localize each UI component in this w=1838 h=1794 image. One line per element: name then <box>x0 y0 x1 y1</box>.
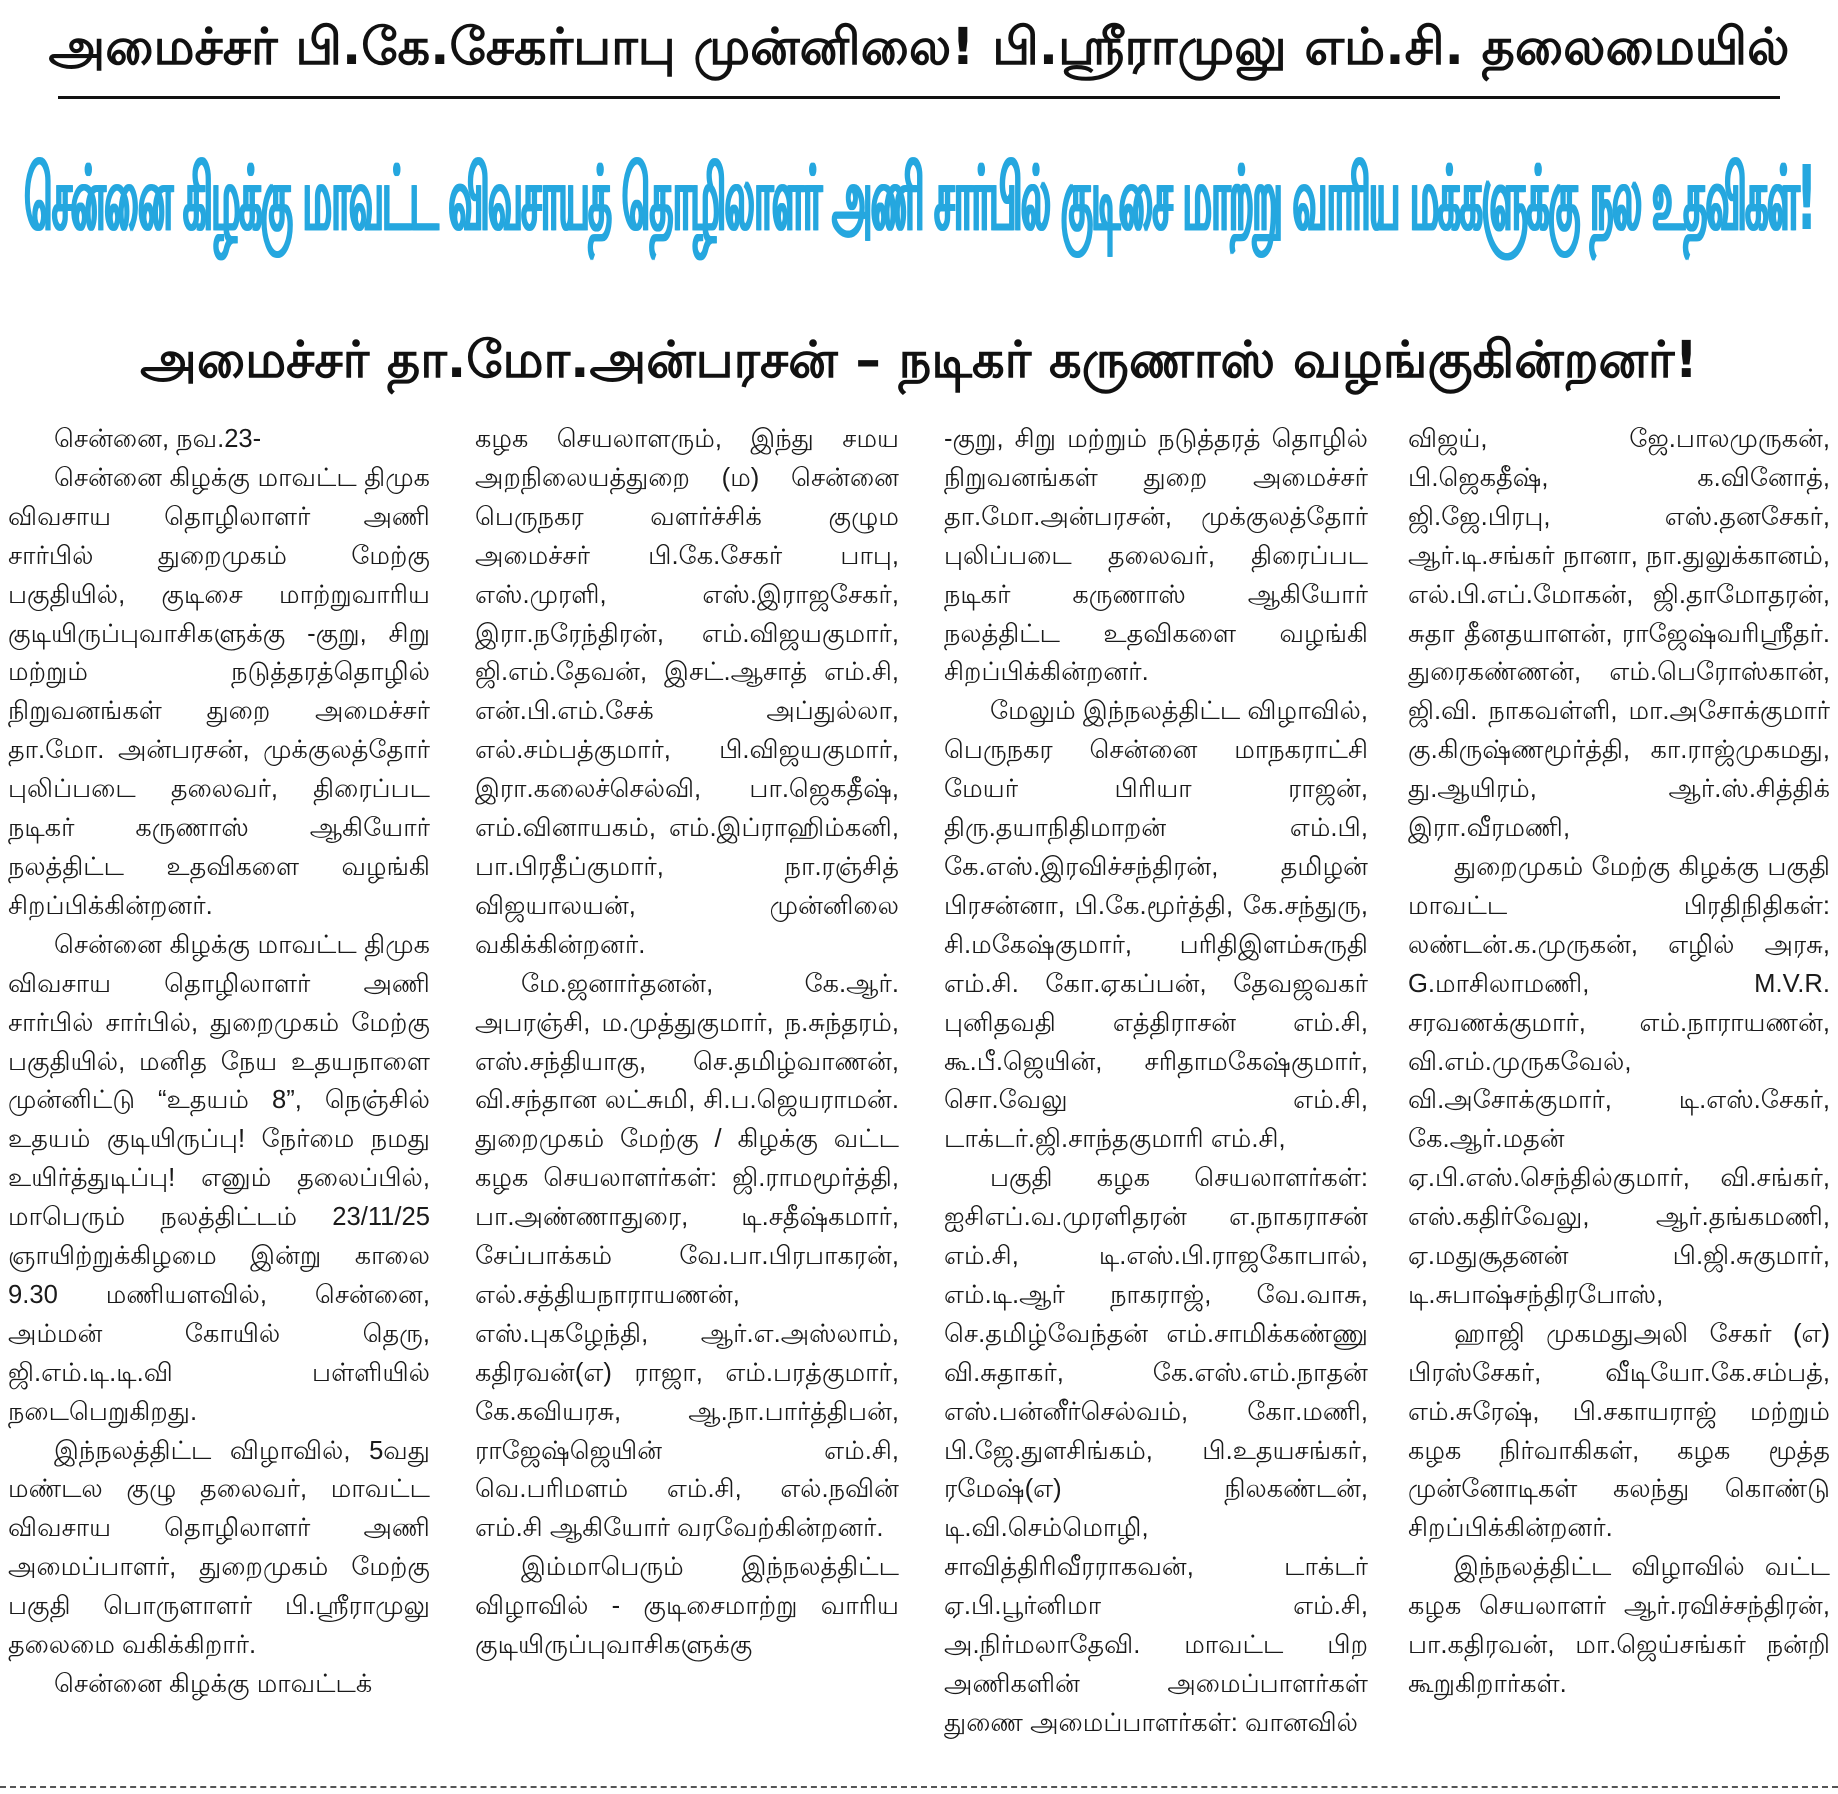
headline-divider <box>58 96 1780 99</box>
paragraph: மே.ஜனார்தனன், கே.ஆர். அபரஞ்சி, ம.முத்துகுமார், ந.சுந்தரம், எஸ்.சந்தியாகு, செ.தமிழ்வாணன், வி.சந்தான லட்சுமி, சி.ப.ஜெயராமன். துறைமுகம் மேற்கு / கிழக்கு வட்ட கழக செயலாளர்கள்: ஜி.ராமமூர்த்தி, பா.அண்ணாதுரை, டி.சதீஷ்கமார், சேப்பாக்கம் வே.பா.பிரபாகரன், எல்.சத்தியநாராயணன், எஸ்.புகழேந்தி, ஆர்.எ.அஸ்லாம், கதிரவன்(எ) ராஜா, எம்.பரத்குமார், கே.கவியரசு, ஆ.நா.பார்த்திபன், ராஜேஷ்ஜெயின் எம்.சி, வெ.பரிமளம் எம்.சி, எல்.நவின் எம்.சி ஆகியோர் வரவேற்கின்றனர். <box>475 969 899 1543</box>
paragraph: துறைமுகம் மேற்கு கிழக்கு பகுதி மாவட்ட பிரதிநிதிகள்: லண்டன்.க.முருகன், எழில் அரசு, G.மாசிலாமணி, M.V.R. சரவணக்குமார், எம்.நாராயணன், வி.எம்.முருகவேல், வி.அசோக்குமார், டி.எஸ்.சேகர், கே.ஆர்.மதன் ஏ.பி.எஸ்.செந்தில்குமார், வி.சங்கர், எஸ்.கதிர்வேலு, ஆர்.தங்கமணி, ஏ.மதுசூதனன் பி.ஜி.சுகுமார், டி.சுபாஷ்சந்திரபோஸ், <box>1408 852 1830 1309</box>
column-3 <box>944 420 1368 1772</box>
headline-sub: அமைச்சர் தா.மோ.அன்பரசன் – நடிகர் கருணாஸ் வழங்குகின்றனர்! <box>140 330 1698 390</box>
column-4 <box>1408 420 1830 1772</box>
paragraph: மேலும் இந்நலத்திட்ட விழாவில், பெருநகர சென்னை மாநகராட்சி மேயர் பிரியா ராஜன், திரு.தயாநிதிமாறன் எம்.பி, கே.எஸ்.இரவிச்சந்திரன், தமிழன் பிரசன்னா, பி.கே.மூர்த்தி, கே.சந்துரு, சி.மகேஷ்குமார், பரிதிஇளம்சுருதி எம்.சி. கோ.ஏகப்பன், தேவஜவகர் புனிதவதி எத்திராசன் எம்.சி, கூ.பீ.ஜெயின், சரிதாமகேஷ்குமார், சொ.வேலு எம்.சி, டாக்டர்.ஜி.சாந்தகுமாரி எம்.சி, <box>944 697 1368 1154</box>
bottom-cut-line <box>0 1786 1838 1788</box>
headline-main <box>10 122 1828 290</box>
paragraph: இந்நலத்திட்ட விழாவில் வட்ட கழக செயலாளர் ஆர்.ரவிச்சந்திரன், பா.கதிரவன், மா.ஜெய்சங்கர் நன்றி கூறுகிறார்கள். <box>1408 1553 1830 1698</box>
dateline: சென்னை, நவ.23- <box>54 425 262 453</box>
paragraph: பகுதி கழக செயலாளர்கள்: ஐசிஎப்.வ.முரளிதரன் எ.நாகராசன் எம்.சி, டி.எஸ்.பி.ராஜகோபால், எம்.டி.ஆர் நாகராஜ், வே.வாசு, செ.தமிழ்வேந்தன் எம்.சாமிக்கண்ணு வி.சுதாகர், கே.எஸ்.எம்.நாதன் எஸ்.பன்னீர்செல்வம், கோ.மணி, பி.ஜே.துளசிங்கம், பி.உதயசங்கர், ரமேஷ்(எ) நிலகண்டன், டி.வி.செம்மொழி, சாவித்திரிவீரராகவன், டாக்டர் ஏ.பி.பூர்னிமா எம்.சி, அ.நிர்மலாதேவி. மாவட்ட பிற அணிகளின் அமைப்பாளர்கள் துணை அமைப்பாளர்கள்: வானவில் <box>944 1164 1368 1737</box>
paragraph: சென்னை கிழக்கு மாவட்டக் <box>54 1670 373 1698</box>
paragraph: இந்நலத்திட்ட விழாவில், 5வது மண்டல குழு தலைவர், மாவட்ட விவசாய தொழிலாளர் அணி அமைப்பாளர், துறைமுகம் மேற்கு பகுதி பொருளாளர் பி.ஸ்ரீராமுலு தலைமை வகிக்கிறார். <box>8 1436 430 1660</box>
paragraph: ஹாஜி முகமதுஅலி சேகர் (எ) பிரஸ்சேகர், வீடியோ.கே.சம்பத், எம்.சுரேஷ், பி.சகாயராஜ் மற்றும் கழக நிர்வாகிகள், கழக மூத்த முன்னோடிகள் கலந்து கொண்டு சிறப்பிக்கின்றனர். <box>1408 1319 1830 1543</box>
column-2 <box>475 420 899 1772</box>
paragraph: சென்னை கிழக்கு மாவட்ட திமுக விவசாய தொழிலாளர் அணி சார்பில் துறைமுகம் மேற்கு பகுதியில், குடிசை மாற்றுவாரிய குடியிருப்புவாசிகளுக்கு -குறு, சிறு மற்றும் நடுத்தரத்தொழில் நிறுவனங்கள் துறை அமைச்சர் தா.மோ. அன்பரசன், முக்குலத்தோர் புலிப்படை தலைவர், திரைப்பட நடிகர் கருணாஸ் ஆகியோர் நலத்திட்ட உதவிகளை வழங்கி சிறப்பிக்கின்றனர். <box>8 463 430 920</box>
headline-main-text: சென்னை கிழக்கு மாவட்ட விவசாயத் தொழிலாளர் அணி சார்பில் குடிசை மாற்று வாரிய மக்களுக்கு நல உதவிகள்! <box>24 149 1814 252</box>
article-body <box>0 420 1838 1772</box>
paragraph: இம்மாபெரும் இந்நலத்திட்ட விழாவில் - குடிசைமாற்று வாரிய குடியிருப்புவாசிகளுக்கு <box>475 1553 899 1660</box>
headline-top: அமைச்சர் பி.கே.சேகர்பாபு முன்னிலை! பி.ஸ்ரீராமுலு எம்.சி. தலைமையில் <box>48 17 1790 77</box>
column-1 <box>8 420 430 1772</box>
paragraph: சென்னை கிழக்கு மாவட்ட திமுக விவசாய தொழிலாளர் அணி சார்பில் சார்பில், துறைமுகம் மேற்கு பகுதியில், மனித நேய உதயநாளை முன்னிட்டு “உதயம் 8”, நெஞ்சில் உதயம் குடியிருப்பு! நேர்மை நமது உயிர்த்துடிப்பு! எனும் தலைப்பில், மாபெரும் நலத்திட்டம் 23/11/25 ஞாயிற்றுக்கிழமை இன்று காலை 9.30 மணியளவில், சென்னை, அம்மன் கோயில் தெரு, ஜி.எம்.டி.டி.வி பள்ளியில் நடைபெறுகிறது. <box>8 930 430 1426</box>
paragraph: -குறு, சிறு மற்றும் நடுத்தரத் தொழில் நிறுவனங்கள் துறை அமைச்சர் தா.மோ.அன்பரசன், முக்குலத்தோர் புலிப்படை தலைவர், திரைப்பட நடிகர் கருணாஸ் ஆகியோர் நலத்திட்ட உதவிகளை வழங்கி சிறப்பிக்கின்றனர். <box>944 425 1368 687</box>
paragraph: விஜய், ஜே.பாலமுருகன், பி.ஜெகதீஷ், க.வினோத், ஜி.ஜே.பிரபு, எஸ்.தனசேகர், ஆர்.டி.சங்கர் நானா, நா.துலுக்கானம், எல்.பி.எப்.மோகன், ஜி.தாமோதரன், சுதா தீனதயாளன், ராஜேஷ்வரிஸ்ரீதர். துரைகண்ணன், எம்.பெரோஸ்கான், ஜி.வி. நாகவள்ளி, மா.அசோக்குமார் கு.கிருஷ்ணமூர்த்தி, கா.ராஜ்முகமது, து.ஆயிரம், ஆர்.ஸ்.சித்திக் இரா.வீரமணி, <box>1408 425 1830 843</box>
paragraph: கழக செயலாளரும், இந்து சமய அறநிலையத்துறை (ம) சென்னை பெருநகர வளர்ச்சிக் குழும அமைச்சர் பி.கே.சேகர் பாபு, எஸ்.முரளி, எஸ்.இராஜசேகர், இரா.நரேந்திரன், எம்.விஜயகுமார், ஜி.எம்.தேவன், இசட்.ஆசாத் எம்.சி, என்.பி.எம்.சேக் அப்துல்லா, எல்.சம்பத்குமார், பி.விஜயகுமார், இரா.கலைச்செல்வி, பா.ஜெகதீஷ், எம்.வினாயகம், எம்.இப்ராஹிம்கனி, பா.பிரதீப்குமார், நா.ரஞ்சித் விஜயாலயன், முன்னிலை வகிக்கின்றனர். <box>475 425 899 959</box>
